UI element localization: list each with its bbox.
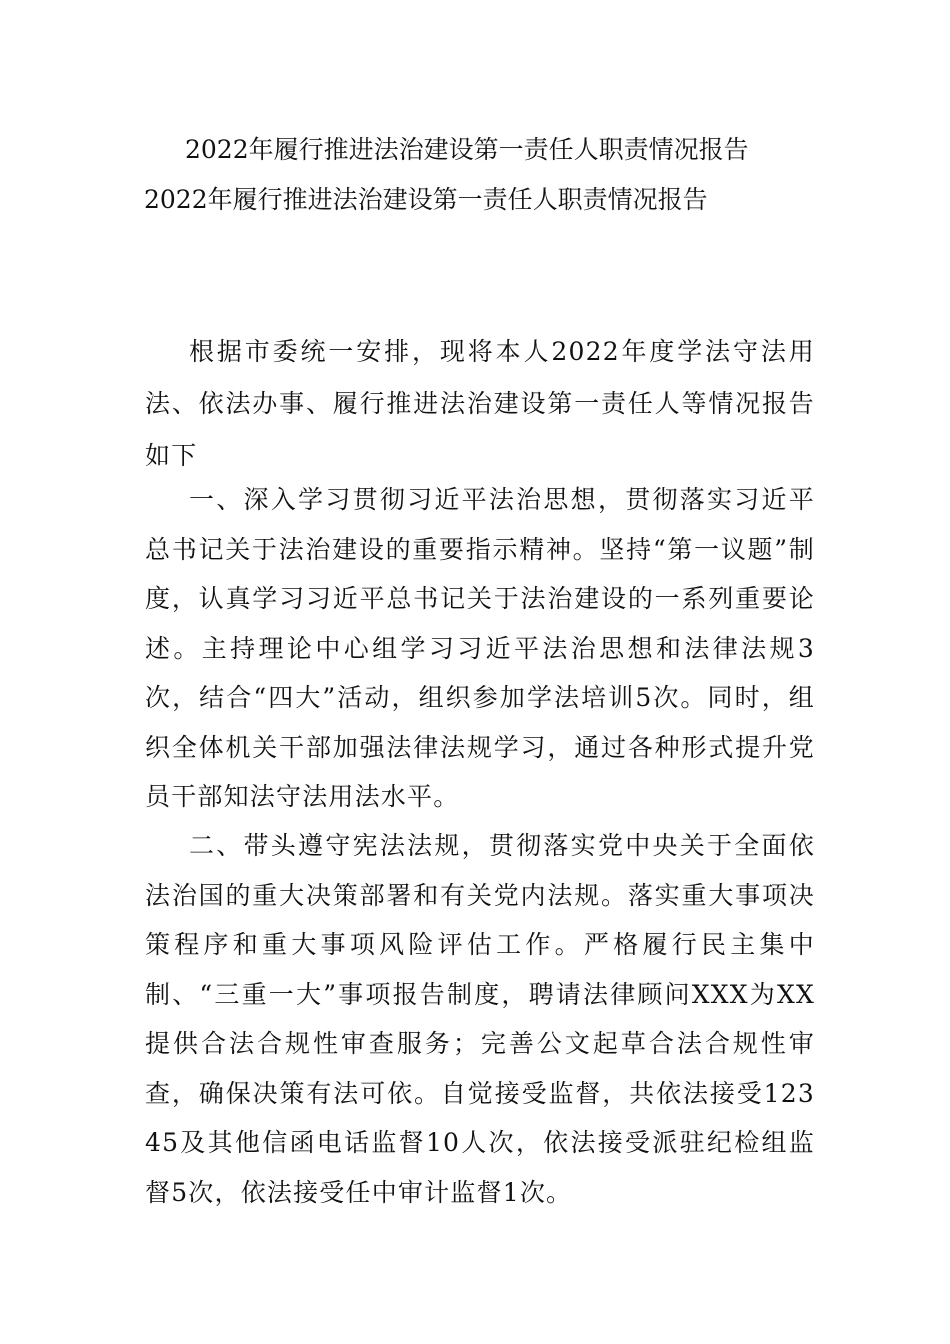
document-title: 2022年履行推进法治建设第一责任人职责情况报告 [185, 135, 749, 164]
document-subtitle: 2022年履行推进法治建设第一责任人职责情况报告 [144, 185, 708, 214]
section-two-paragraph: 二、带头遵守宪法法规，贯彻落实党中央关于全面依法治国的重大决策部署和有关党内法规。落实重大事项决策程序和重大事项风险评估工作。严格履行民主集中制、“三重一大”事项报告制度，聘请法律顾问XXX为XX提供合法合规性审查服务；完善公文起草合法合规性审查，确保决策有法可依。自觉接受监督，共依法接受12345及其他信函电话监督10人次，依法接受派驻纪检组监督5次，依法接受任中审计监督1次。 [145, 831, 815, 1207]
intro-paragraph: 根据市委统一安排，现将本人2022年度学法守法用法、依法办事、履行推进法治建设第一责任人等情况报告如下 [145, 337, 815, 470]
section-one-paragraph: 一、深入学习贯彻习近平法治思想，贯彻落实习近平总书记关于法治建设的重要指示精神。坚持“第一议题”制度，认真学习习近平总书记关于法治建设的一系列重要论述。主持理论中心组学习习近平法治思想和法律法规3次，结合“四大”活动，组织参加学法培训5次。同时，组织全体机关干部加强法律法规学习，通过各种形式提升党员干部知法守法用法水平。 [145, 485, 815, 811]
